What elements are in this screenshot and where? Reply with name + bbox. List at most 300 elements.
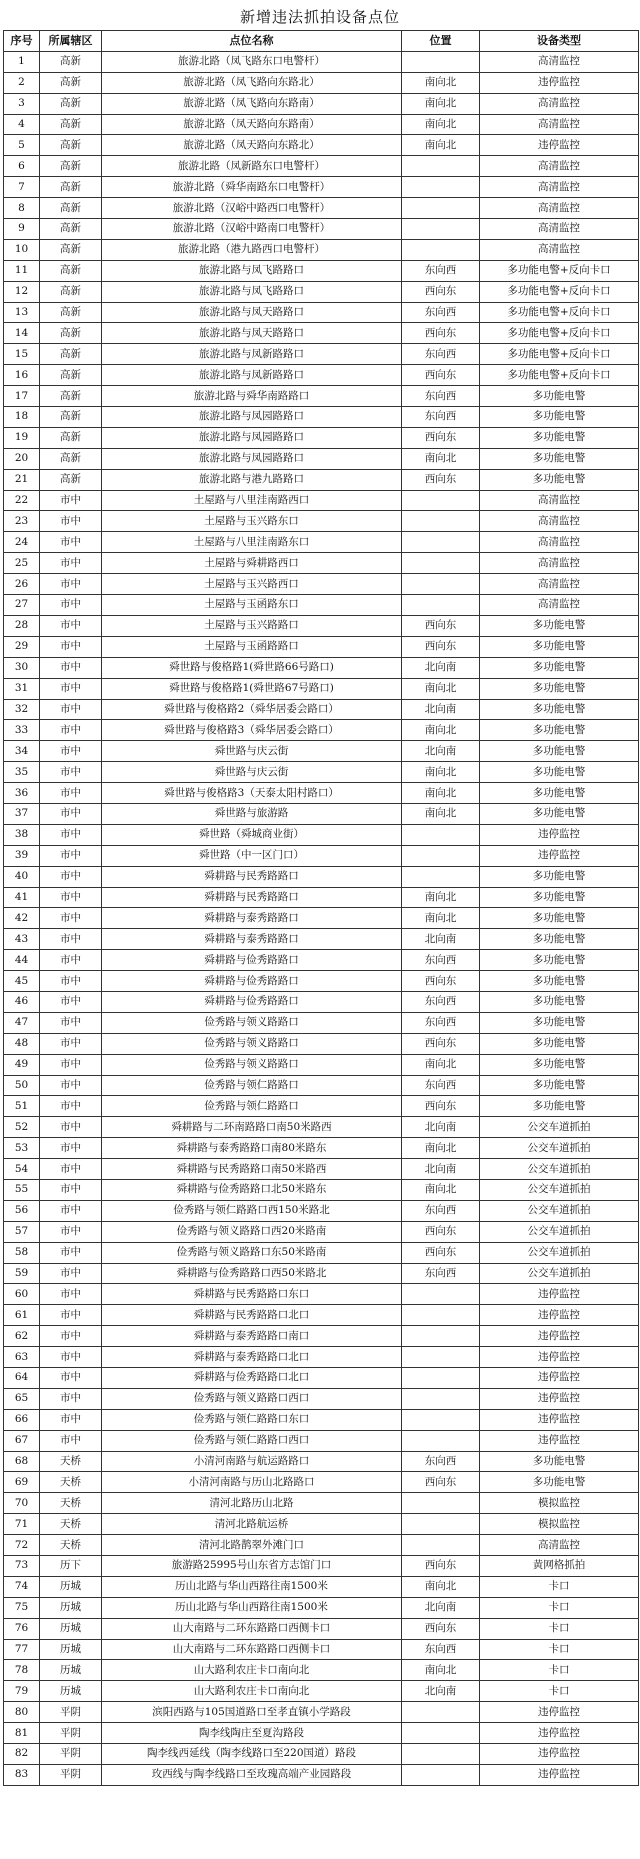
cell-device-type: 高清监控 [480,490,639,511]
cell-district: 市中 [40,991,102,1012]
cell-device-type: 违停监控 [480,1430,639,1451]
cell-location-name: 土屋路与舜耕路西口 [102,553,402,574]
cell-location-name: 舜耕路与泰秀路路口南80米路东 [102,1138,402,1159]
header-device-type: 设备类型 [480,31,639,52]
cell-device-type: 多功能电警+反向卡口 [480,323,639,344]
table-row [4,615,639,636]
cell-id: 22 [4,490,40,511]
cell-district: 市中 [40,1388,102,1409]
table-row [4,887,639,908]
cell-location-name: 旅游北路（汉峪中路西口电警杆） [102,198,402,219]
table-row [4,1326,639,1347]
cell-id: 31 [4,678,40,699]
cell-district: 市中 [40,1096,102,1117]
cell-device-type: 模拟监控 [480,1514,639,1535]
cell-direction: 西向东 [402,281,480,302]
table-row [4,657,639,678]
cell-direction [402,1430,480,1451]
table-row [4,741,639,762]
cell-direction: 南向北 [402,448,480,469]
cell-location-name: 旅游北路与凤新路路口 [102,344,402,365]
cell-district: 市中 [40,1347,102,1368]
cell-district: 高新 [40,407,102,428]
cell-district: 市中 [40,1242,102,1263]
cell-district: 高新 [40,448,102,469]
cell-direction [402,574,480,595]
cell-device-type: 多功能电警 [480,908,639,929]
cell-direction: 西向东 [402,971,480,992]
cell-district: 高新 [40,344,102,365]
cell-location-name: 旅游北路与凤飞路路口 [102,260,402,281]
cell-location-name: 舜耕路与俭秀路路口 [102,950,402,971]
cell-device-type: 公交车道抓拍 [480,1221,639,1242]
cell-location-name: 旅游北路与凤天路路口 [102,323,402,344]
cell-id: 21 [4,469,40,490]
cell-location-name: 旅游北路（凤飞路向东路南） [102,93,402,114]
cell-direction: 东向西 [402,302,480,323]
cell-direction: 南向北 [402,783,480,804]
table-row [4,824,639,845]
cell-device-type: 公交车道抓拍 [480,1117,639,1138]
cell-id: 77 [4,1639,40,1660]
cell-district: 市中 [40,1326,102,1347]
cell-id: 46 [4,991,40,1012]
table-row [4,1514,639,1535]
cell-direction: 东向西 [402,344,480,365]
cell-id: 48 [4,1033,40,1054]
table-row [4,1305,639,1326]
table-row [4,469,639,490]
table-row [4,803,639,824]
cell-location-name: 旅游北路（凤飞路向东路北） [102,72,402,93]
cell-id: 13 [4,302,40,323]
cell-direction: 南向北 [402,803,480,824]
cell-direction: 西向东 [402,365,480,386]
cell-location-name: 旅游北路与凤园路路口 [102,448,402,469]
cell-device-type: 高清监控 [480,198,639,219]
table-row [4,114,639,135]
cell-direction [402,1514,480,1535]
cell-device-type: 多功能电警+反向卡口 [480,344,639,365]
table-row [4,532,639,553]
cell-id: 80 [4,1702,40,1723]
cell-direction: 北向南 [402,1117,480,1138]
cell-direction [402,532,480,553]
table-row [4,1702,639,1723]
cell-district: 市中 [40,511,102,532]
cell-location-name: 土屋路与八里洼南路西口 [102,490,402,511]
cell-direction [402,511,480,532]
cell-id: 42 [4,908,40,929]
cell-district: 历下 [40,1556,102,1577]
cell-location-name: 舜耕路与泰秀路路口北口 [102,1347,402,1368]
cell-location-name: 旅游北路（凤飞路东口电警杆） [102,51,402,72]
cell-id: 39 [4,845,40,866]
table-row [4,678,639,699]
cell-id: 69 [4,1472,40,1493]
table-row [4,407,639,428]
cell-district: 高新 [40,93,102,114]
cell-device-type: 多功能电警 [480,720,639,741]
table-row [4,929,639,950]
table-row [4,1284,639,1305]
cell-direction [402,51,480,72]
cell-district: 市中 [40,1159,102,1180]
table-row [4,302,639,323]
table-row [4,553,639,574]
cell-direction [402,1764,480,1785]
cell-device-type: 多功能电警 [480,887,639,908]
cell-location-name: 舜耕路与泰秀路路口南口 [102,1326,402,1347]
cell-device-type: 高清监控 [480,595,639,616]
cell-district: 市中 [40,1305,102,1326]
cell-location-name: 俭秀路与领义路路口 [102,1012,402,1033]
cell-direction [402,1326,480,1347]
table-row [4,1451,639,1472]
cell-district: 历城 [40,1681,102,1702]
cell-device-type: 多功能电警+反向卡口 [480,302,639,323]
cell-location-name: 俭秀路与领义路路口 [102,1033,402,1054]
cell-id: 12 [4,281,40,302]
cell-id: 81 [4,1723,40,1744]
cell-id: 74 [4,1576,40,1597]
cell-location-name: 山大路利农庄卡口南向北 [102,1681,402,1702]
cell-district: 市中 [40,1263,102,1284]
cell-district: 市中 [40,720,102,741]
cell-district: 历城 [40,1660,102,1681]
cell-direction: 北向南 [402,741,480,762]
cell-direction [402,1493,480,1514]
cell-direction [402,1723,480,1744]
cell-location-name: 俭秀路与领仁路路口东口 [102,1409,402,1430]
cell-location-name: 舜世路与俊格路3（天泰太阳村路口） [102,783,402,804]
table-row [4,239,639,260]
cell-device-type: 违停监控 [480,1347,639,1368]
cell-id: 55 [4,1179,40,1200]
cell-id: 35 [4,762,40,783]
cell-district: 市中 [40,636,102,657]
cell-id: 41 [4,887,40,908]
table-row [4,1409,639,1430]
cell-id: 54 [4,1159,40,1180]
cell-location-name: 土屋路与玉函路路口 [102,636,402,657]
cell-device-type: 多功能电警 [480,991,639,1012]
cell-location-name: 舜世路（中一区门口） [102,845,402,866]
cell-device-type: 多功能电警 [480,678,639,699]
cell-location-name: 舜耕路与俭秀路路口西50米路北 [102,1263,402,1284]
cell-device-type: 高清监控 [480,553,639,574]
cell-device-type: 高清监控 [480,93,639,114]
table-row [4,281,639,302]
cell-device-type: 卡口 [480,1618,639,1639]
cell-location-name: 舜世路与庆云街 [102,741,402,762]
cell-device-type: 多功能电警 [480,929,639,950]
table-row [4,1639,639,1660]
table-row [4,323,639,344]
cell-device-type: 高清监控 [480,51,639,72]
cell-district: 市中 [40,1138,102,1159]
cell-location-name: 旅游北路与港九路路口 [102,469,402,490]
table-row [4,1681,639,1702]
cell-district: 市中 [40,1179,102,1200]
cell-district: 历城 [40,1639,102,1660]
cell-district: 市中 [40,532,102,553]
cell-district: 市中 [40,1075,102,1096]
cell-device-type: 多功能电警 [480,1033,639,1054]
cell-district: 市中 [40,1430,102,1451]
table-row [4,971,639,992]
cell-direction [402,1305,480,1326]
table-row [4,1472,639,1493]
table-row [4,1535,639,1556]
cell-direction: 东向西 [402,991,480,1012]
header-id: 序号 [4,31,40,52]
cell-direction: 北向南 [402,1159,480,1180]
cell-device-type: 多功能电警 [480,448,639,469]
cell-direction [402,156,480,177]
cell-location-name: 俭秀路与领义路路口西口 [102,1388,402,1409]
table-row [4,1263,639,1284]
cell-district: 市中 [40,950,102,971]
cell-device-type: 多功能电警+反向卡口 [480,260,639,281]
cell-district: 市中 [40,845,102,866]
cell-device-type: 多功能电警 [480,1075,639,1096]
cell-device-type: 多功能电警 [480,407,639,428]
cell-direction: 西向东 [402,1472,480,1493]
cell-direction: 南向北 [402,1179,480,1200]
table-row [4,908,639,929]
cell-location-name: 旅游北路（港九路西口电警杆） [102,239,402,260]
cell-id: 75 [4,1597,40,1618]
cell-id: 34 [4,741,40,762]
cell-location-name: 清河北路航运桥 [102,1514,402,1535]
cell-device-type: 公交车道抓拍 [480,1263,639,1284]
table-row [4,448,639,469]
table-body [4,51,639,1785]
cell-location-name: 舜世路与俊格路1(舜世路67号路口) [102,678,402,699]
cell-id: 58 [4,1242,40,1263]
cell-location-name: 舜耕路与泰秀路路口 [102,929,402,950]
cell-location-name: 舜世路与俊格路2（舜华居委会路口） [102,699,402,720]
cell-device-type: 多功能电警 [480,699,639,720]
cell-device-type: 违停监控 [480,1409,639,1430]
cell-district: 高新 [40,386,102,407]
cell-location-name: 舜世路与庆云街 [102,762,402,783]
cell-id: 29 [4,636,40,657]
cell-device-type: 多功能电警 [480,783,639,804]
cell-id: 27 [4,595,40,616]
cell-direction [402,490,480,511]
cell-district: 平阴 [40,1702,102,1723]
table-row [4,1033,639,1054]
table-row [4,1221,639,1242]
cell-direction: 北向南 [402,657,480,678]
table-row [4,365,639,386]
cell-direction [402,1347,480,1368]
cell-district: 市中 [40,1200,102,1221]
cell-district: 市中 [40,615,102,636]
cell-district: 天桥 [40,1493,102,1514]
cell-location-name: 舜耕路与民秀路路口 [102,887,402,908]
cell-location-name: 舜耕路与俭秀路路口北50米路东 [102,1179,402,1200]
cell-location-name: 舜世路（舜城商业街） [102,824,402,845]
cell-id: 10 [4,239,40,260]
table-row [4,762,639,783]
cell-location-name: 舜耕路与民秀路路口 [102,866,402,887]
cell-location-name: 俭秀路与领仁路路口西150米路北 [102,1200,402,1221]
cell-location-name: 清河北路鹊翠外滩门口 [102,1535,402,1556]
table-row [4,490,639,511]
cell-id: 59 [4,1263,40,1284]
cell-location-name: 舜世路与俊格路3（舜华居委会路口） [102,720,402,741]
cell-id: 30 [4,657,40,678]
table-header-row [4,31,639,52]
cell-id: 44 [4,950,40,971]
cell-location-name: 玫西线与陶李线路口至玫瑰高端产业园路段 [102,1764,402,1785]
cell-direction [402,219,480,240]
cell-direction: 西向东 [402,1556,480,1577]
cell-district: 高新 [40,156,102,177]
table-row [4,1054,639,1075]
cell-location-name: 陶李线陶庄至夏沟路段 [102,1723,402,1744]
cell-location-name: 俭秀路与领义路路口东50米路南 [102,1242,402,1263]
cell-direction [402,177,480,198]
table-row [4,1493,639,1514]
cell-device-type: 卡口 [480,1660,639,1681]
cell-id: 83 [4,1764,40,1785]
cell-direction [402,1368,480,1389]
cell-district: 天桥 [40,1535,102,1556]
cell-district: 市中 [40,553,102,574]
cell-device-type: 卡口 [480,1681,639,1702]
cell-location-name: 舜耕路与俭秀路路口 [102,991,402,1012]
cell-id: 50 [4,1075,40,1096]
table-row [4,1096,639,1117]
cell-id: 18 [4,407,40,428]
cell-direction: 东向西 [402,1012,480,1033]
table-row [4,1430,639,1451]
cell-direction: 南向北 [402,1054,480,1075]
cell-id: 23 [4,511,40,532]
cell-district: 平阴 [40,1744,102,1765]
cell-district: 高新 [40,177,102,198]
cell-district: 市中 [40,1284,102,1305]
cell-location-name: 旅游北路与凤园路路口 [102,407,402,428]
cell-district: 高新 [40,281,102,302]
cell-direction: 东向西 [402,1075,480,1096]
cell-device-type: 卡口 [480,1639,639,1660]
table-row [4,574,639,595]
cell-device-type: 违停监控 [480,1702,639,1723]
cell-device-type: 多功能电警+反向卡口 [480,281,639,302]
table-row [4,135,639,156]
cell-device-type: 多功能电警 [480,971,639,992]
cell-district: 高新 [40,469,102,490]
table-row [4,177,639,198]
cell-district: 市中 [40,1221,102,1242]
cell-location-name: 舜耕路与民秀路路口南50米路西 [102,1159,402,1180]
cell-id: 62 [4,1326,40,1347]
cell-device-type: 多功能电警 [480,803,639,824]
cell-id: 61 [4,1305,40,1326]
cell-id: 60 [4,1284,40,1305]
header-direction: 位置 [402,31,480,52]
cell-direction: 北向南 [402,1681,480,1702]
cell-location-name: 旅游北路与凤园路路口 [102,427,402,448]
table-row [4,1597,639,1618]
cell-location-name: 旅游北路（凤天路向东路南） [102,114,402,135]
cell-direction: 南向北 [402,1576,480,1597]
cell-device-type: 高清监控 [480,177,639,198]
cell-device-type: 违停监控 [480,1388,639,1409]
table-row [4,1179,639,1200]
cell-district: 市中 [40,929,102,950]
table-row [4,1200,639,1221]
cell-device-type: 多功能电警 [480,1451,639,1472]
cell-district: 平阴 [40,1723,102,1744]
cell-id: 32 [4,699,40,720]
cell-direction: 南向北 [402,762,480,783]
header-location-name: 点位名称 [102,31,402,52]
table-row [4,219,639,240]
table-row [4,950,639,971]
cell-district: 市中 [40,908,102,929]
cell-direction [402,1284,480,1305]
cell-district: 高新 [40,135,102,156]
cell-id: 73 [4,1556,40,1577]
cell-direction [402,845,480,866]
cell-id: 66 [4,1409,40,1430]
table-row [4,1368,639,1389]
table-row [4,1388,639,1409]
cell-district: 市中 [40,762,102,783]
cell-id: 78 [4,1660,40,1681]
cell-district: 高新 [40,72,102,93]
cell-district: 市中 [40,678,102,699]
cell-location-name: 小清河南路与历山北路路口 [102,1472,402,1493]
cell-direction [402,866,480,887]
cell-id: 72 [4,1535,40,1556]
cell-district: 历城 [40,1576,102,1597]
cell-district: 市中 [40,803,102,824]
cell-district: 天桥 [40,1472,102,1493]
cell-direction: 西向东 [402,323,480,344]
cell-device-type: 多功能电警 [480,866,639,887]
cell-direction: 西向东 [402,636,480,657]
cell-device-type: 违停监控 [480,824,639,845]
cell-direction [402,198,480,219]
cell-district: 历城 [40,1618,102,1639]
cell-id: 16 [4,365,40,386]
cell-device-type: 高清监控 [480,219,639,240]
cell-location-name: 俭秀路与领仁路路口 [102,1075,402,1096]
table-row [4,720,639,741]
cell-direction [402,239,480,260]
cell-direction [402,1409,480,1430]
cell-location-name: 小清河南路与航运路路口 [102,1451,402,1472]
cell-direction: 西向东 [402,615,480,636]
table-row [4,386,639,407]
cell-district: 市中 [40,574,102,595]
cell-location-name: 历山北路与华山西路往南1500米 [102,1576,402,1597]
cell-id: 26 [4,574,40,595]
cell-direction: 南向北 [402,135,480,156]
cell-direction: 西向东 [402,427,480,448]
cell-id: 3 [4,93,40,114]
cell-location-name: 山大南路与二环东路路口西侧卡口 [102,1618,402,1639]
cell-direction: 南向北 [402,93,480,114]
cell-id: 4 [4,114,40,135]
